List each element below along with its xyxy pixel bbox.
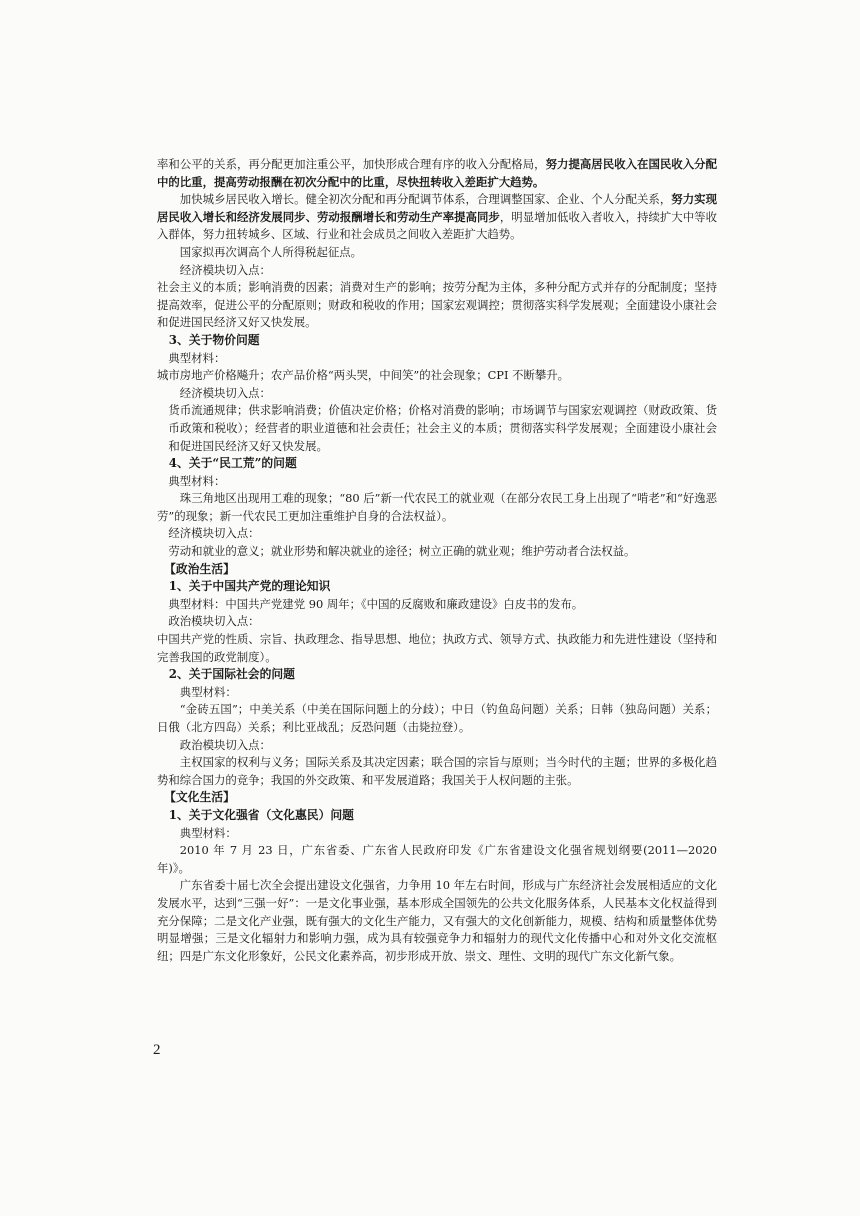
- paragraph: 城市房地产价格飚升；农产品价格“两头哭，中间笑”的社会现象；CPI 不断攀升。: [157, 368, 570, 383]
- material-label: 典型材料：: [179, 825, 237, 840]
- paragraph: 2010 年 7 月 23 日，广东省委、广东省人民政府印发《广东省建设文化强省规划纲要(2011—2020 年)》。: [157, 843, 717, 875]
- paragraph: 主权国家的权利与义务；国际关系及其决定因素；联合国的宗旨与原则；当今时代的主题；世界的多极化趋势和综合国力的竞争；我国的外交政策、和平发展道路；我国关于人权问题的主张。: [157, 755, 717, 787]
- module-label: 政治模块切入点：: [179, 737, 271, 752]
- paragraph: 广东省委十届七次全会提出建设文化强省，力争用 10 年左右时间，形成与广东经济社会发展相适应的文化发展水平，达到“三强一好”：一是文化事业强，基本形成全国领先的公共文化服务体系，人民基本文化权益得到充分保障；二是文化产业强，既有强大的文化生产能力，又有强大的文化创新能力，规模、结构和质量整体优势明显增强；三是文化辐射力和影响力强，成为具有较强竞争力和辐射力的现代文化传播中心和对外文化交流枢纽；四是广东文化形象好，公民文化素养高，初步形成开放、崇文、理性、文明的现代广东文化新气象。: [157, 878, 717, 963]
- paragraph: 典型材料：中国共产党建党 90 周年；《中国的反腐败和廉政建设》白皮书的发布。: [168, 596, 584, 611]
- section-heading: 3、关于物价问题: [168, 332, 260, 347]
- category-heading: 【文化生活】: [164, 790, 235, 805]
- paragraph: 货币流通规律；供求影响消费；价值决定价格；价格对消费的影响；市场调节与国家宏观调控（财政政策、货币政策和税收）；经营者的职业道德和社会责任；社会主义的本质；贯彻落实科学发展观；全面建设小康社会和促进国民经济又好又快发展。: [168, 403, 717, 453]
- material-label: 典型材料：: [179, 684, 237, 699]
- category-heading: 【政治生活】: [164, 561, 235, 576]
- document-body: [157, 156, 717, 965]
- paragraph: 社会主义的本质；影响消费的因素；消费对生产的影响；按劳分配为主体，多种分配方式并存的分配制度；坚持提高效率，促进公平的分配原则；财政和税收的作用；国家宏观调控；贯彻落实科学发展观；全面建设小康社会和促进国民经济又好又快发展。: [157, 280, 717, 330]
- section-heading: 1、关于文化强省（文化惠民）问题: [168, 807, 354, 822]
- module-label: 经济模块切入点：: [179, 385, 271, 400]
- module-label: 经济模块切入点：: [179, 262, 271, 277]
- material-label: 典型材料：: [168, 350, 226, 365]
- page-number: 2: [153, 1042, 161, 1058]
- paragraph: 劳动和就业的意义；就业形势和解决就业的途径；树立正确的就业观；维护劳动者合法权益。: [168, 544, 636, 559]
- section-heading: 2、关于国际社会的问题: [168, 667, 295, 682]
- paragraph: 珠三角地区出现用工难的现象；“80 后”新一代农民工的就业观（在部分农民工身上出现了“啃老”和“好逸恶劳”的现象；新一代农民工更加注重维护自身的合法权益）。: [157, 491, 717, 523]
- paragraph: “金砖五国”；中美关系（中美在国际问题上的分歧）；中日（钓鱼岛问题）关系；日韩（独岛问题）关系；日俄（北方四岛）关系；利比亚战乱；反恐问题（击毙拉登）。: [157, 702, 717, 734]
- section-heading: 4、关于“民工荒”的问题: [168, 456, 297, 471]
- module-label: 政治模块切入点：: [168, 614, 260, 629]
- paragraph: 加快城乡居民收入增长。健全初次分配和再分配调节体系，合理调整国家、企业、个人分配关系，努力实现居民收入增长和经济发展同步、劳动报酬增长和劳动生产率提高同步，明显增加低收入者收入，持续扩大中等收入群体，努力扭转城乡、区域、行业和社会成员之间收入差距扩大趋势。: [157, 192, 717, 242]
- section-heading: 1、关于中国共产党的理论知识: [168, 579, 331, 594]
- module-label: 经济模块切入点：: [168, 526, 260, 541]
- paragraph: 中国共产党的性质、宗旨、执政理念、指导思想、地位；执政方式、领导方式、执政能力和先进性建设（坚持和完善我国的政党制度）。: [157, 632, 717, 664]
- material-label: 典型材料：: [168, 473, 226, 488]
- paragraph: 国家拟再次调高个人所得税起征点。: [179, 244, 363, 259]
- paragraph: 率和公平的关系，再分配更加注重公平，加快形成合理有序的收入分配格局，努力提高居民收入在国民收入分配中的比重，提高劳动报酬在初次分配中的比重，尽快扭转收入差距扩大趋势。: [157, 157, 717, 189]
